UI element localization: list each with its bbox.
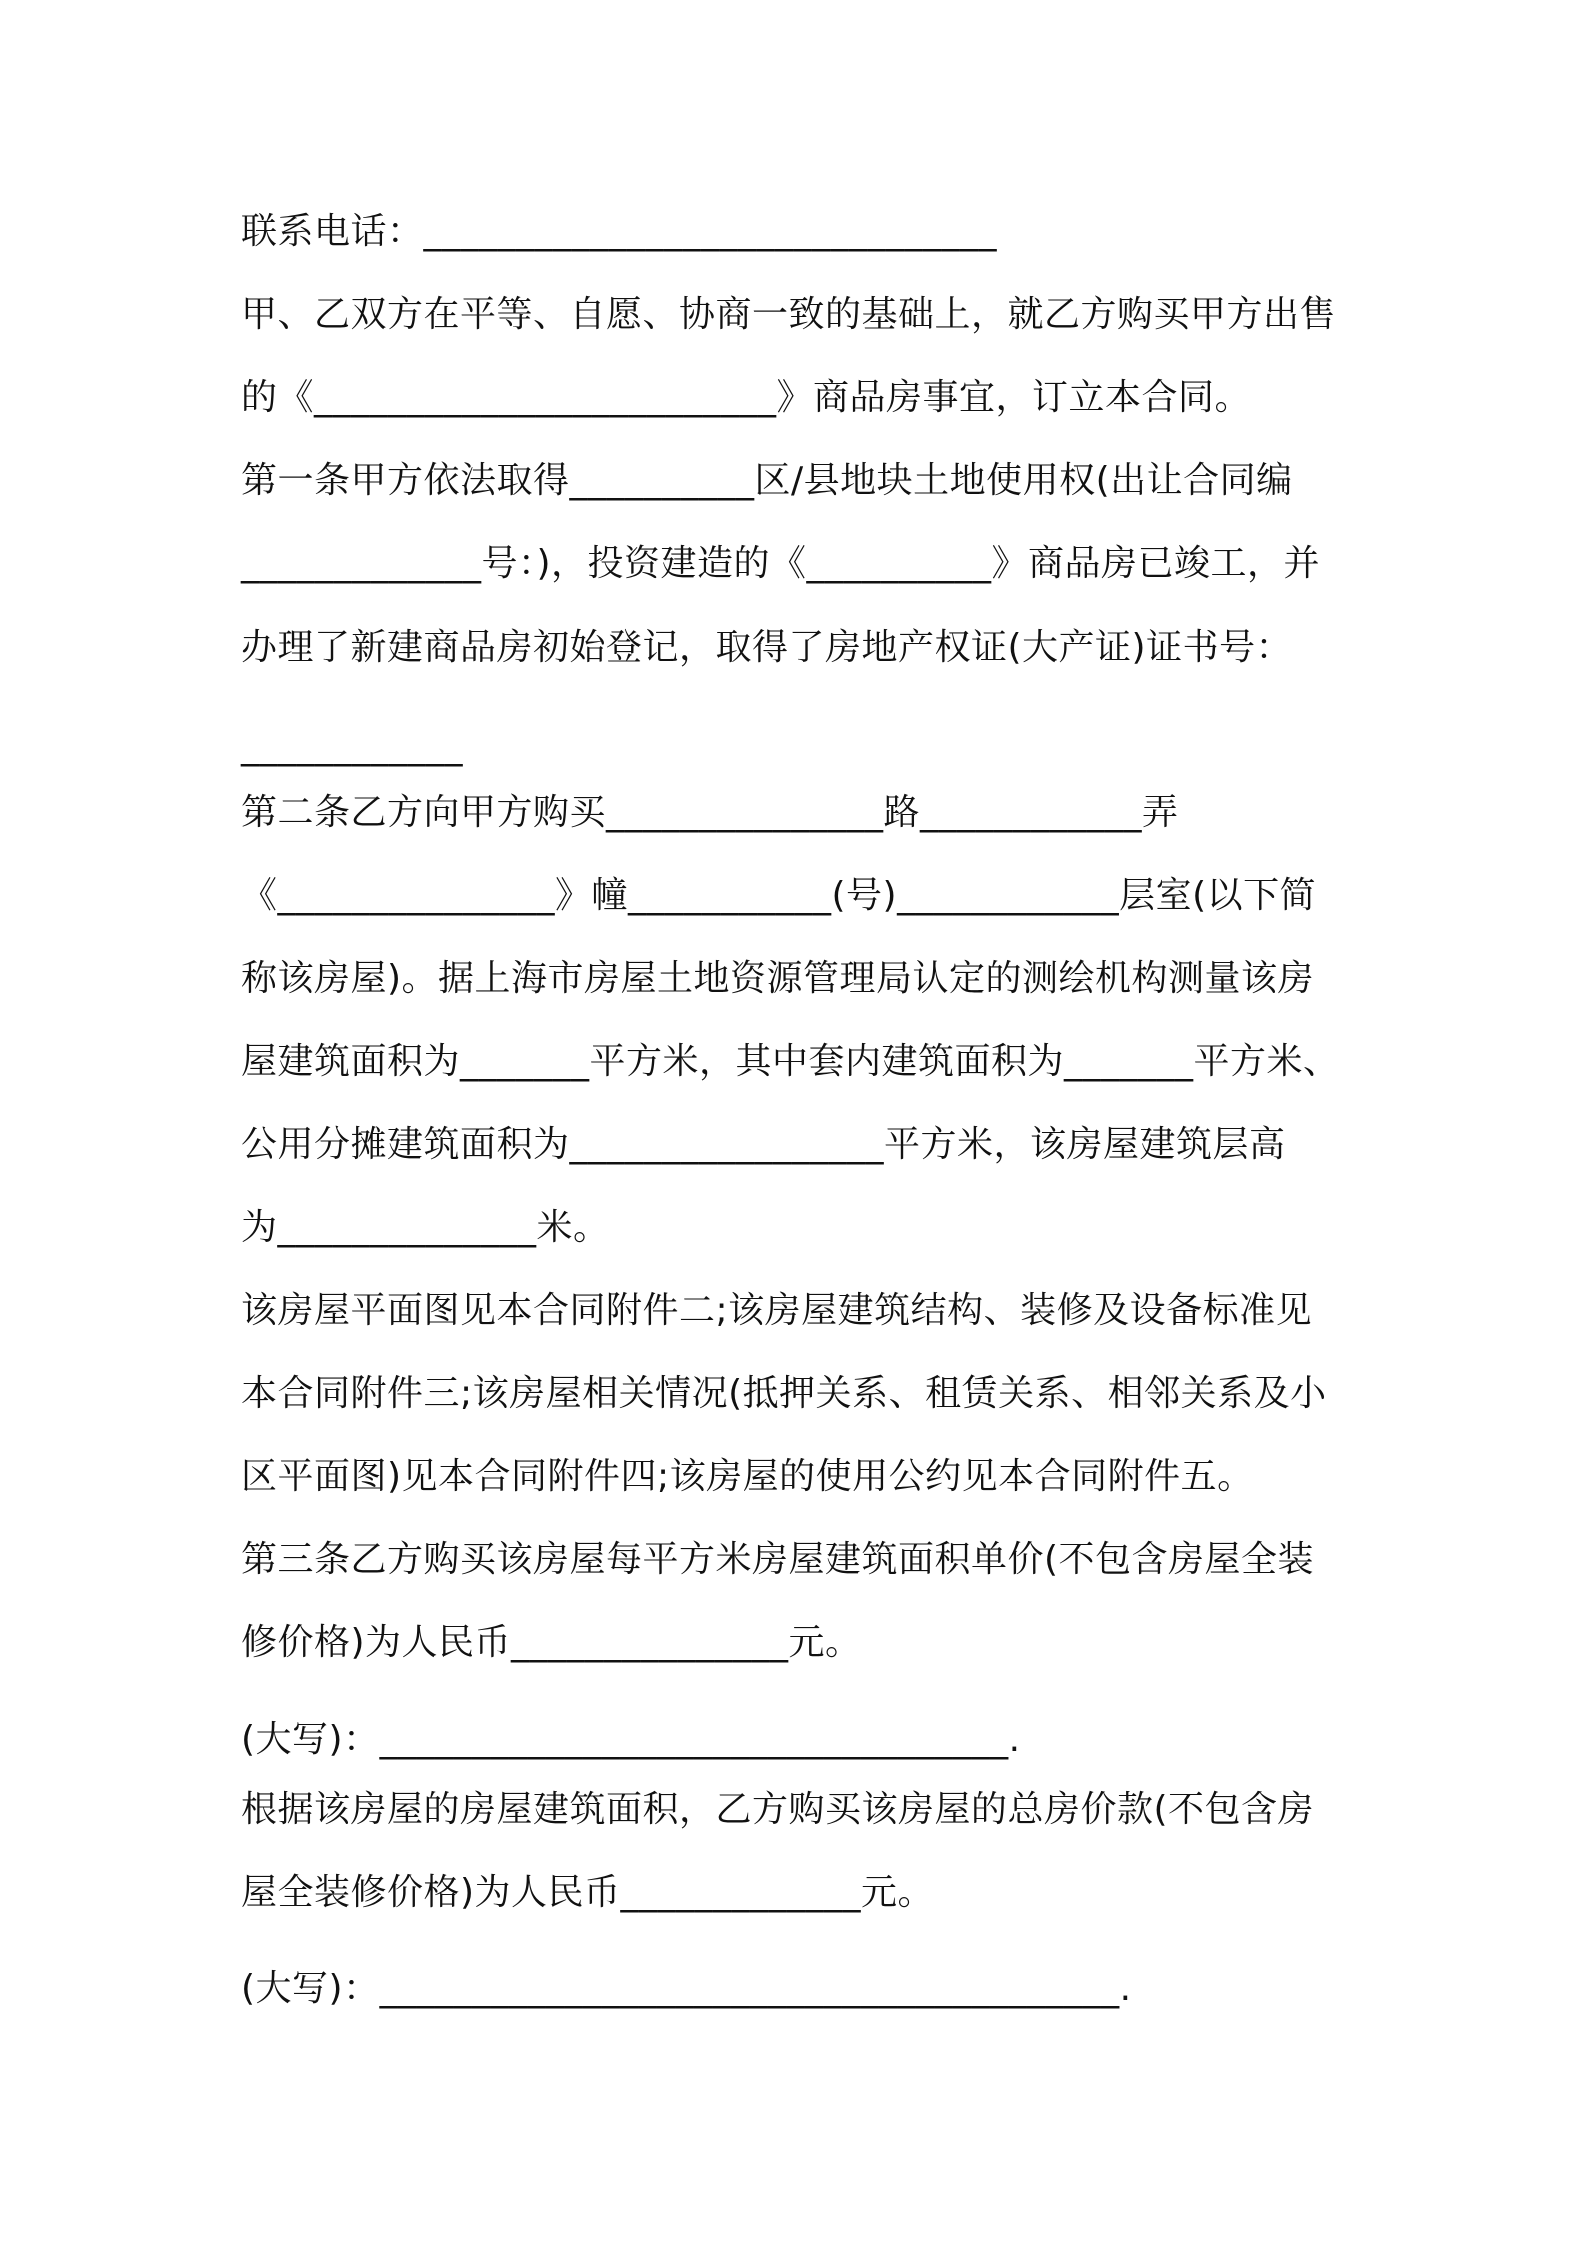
article-1-line-2: _____________号：)，投资建造的《__________》商品房已竣工，并 (241, 543, 1321, 584)
article-2-line-6: 为______________米。 (241, 1207, 610, 1248)
article-1-line-4: ____________ (241, 726, 463, 767)
unit-price-in-words-line: (大写)：__________________________________. (241, 1719, 1021, 1760)
article-2-line-5: 公用分摊建筑面积为_________________平方米，该房屋建筑层高 (241, 1124, 1286, 1165)
preamble-line-1: 甲、乙双方在平等、自愿、协商一致的基础上，就乙方购买甲方出售 (241, 294, 1337, 335)
article-2-line-3: 称该房屋)。据上海市房屋土地资源管理局认定的测绘机构测量该房 (241, 958, 1315, 999)
attachments-line-3: 区平面图)见本合同附件四;该房屋的使用公约见本合同附件五。 (241, 1456, 1254, 1497)
article-2-line-4: 屋建筑面积为_______平方米，其中套内建筑面积为_______平方米、 (241, 1041, 1340, 1082)
article-1-line-3: 办理了新建商品房初始登记，取得了房地产权证(大产证)证书号： (241, 627, 1293, 668)
article-2-line-1: 第二条乙方向甲方购买_______________路____________弄 (241, 792, 1179, 833)
attachments-line-2: 本合同附件三;该房屋相关情况(抵押关系、租赁关系、相邻关系及小 (241, 1373, 1327, 1414)
article-1-line-1: 第一条甲方依法取得__________区/县地块土地使用权(出让合同编 (241, 460, 1293, 501)
article-3-line-2: 修价格)为人民币_______________元。 (241, 1622, 862, 1663)
preamble-line-2: 的《_________________________》商品房事宜，订立本合同。 (241, 377, 1252, 418)
total-price-line-2: 屋全装修价格)为人民币_____________元。 (241, 1872, 935, 1913)
article-2-line-2: 《_______________》幢___________(号)____________层室(以下简 (241, 875, 1317, 916)
total-price-in-words-line: (大写)：________________________________________. (241, 1968, 1132, 2009)
total-price-line-1: 根据该房屋的房屋建筑面积，乙方购买该房屋的总房价款(不包含房 (241, 1789, 1315, 1830)
article-3-line-1: 第三条乙方购买该房屋每平方米房屋建筑面积单价(不包含房屋全装 (241, 1539, 1315, 1580)
attachments-line-1: 该房屋平面图见本合同附件二;该房屋建筑结构、装修及设备标准见 (241, 1290, 1313, 1331)
contact-phone-line: 联系电话：_______________________________ (241, 211, 998, 252)
